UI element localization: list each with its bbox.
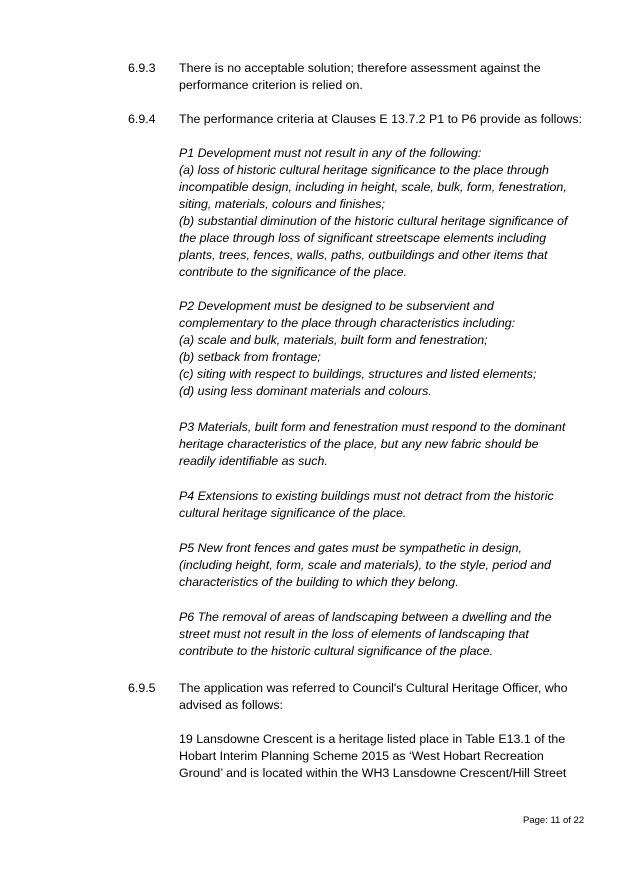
quote-line: P1 Development must not result in any of the following: — [179, 146, 482, 160]
paragraph-6-9-3 — [128, 60, 588, 94]
quote-line: cultural heritage significance of the place. — [179, 506, 407, 520]
quote-line: contribute to the historic cultural significance of the place. — [179, 644, 494, 658]
paragraph-6-9-4 — [128, 111, 588, 128]
quote-line: P4 Extensions to existing buildings must not detract from the historic — [179, 489, 554, 503]
quote-line: (a) scale and bulk, materials, built form and fenestration; — [179, 333, 488, 347]
quote-line: siting, materials, colours and finishes; — [179, 197, 385, 211]
criterion-p5 — [179, 540, 589, 591]
text-line: There is no acceptable solution; therefore assessment against the — [179, 61, 541, 75]
quote-line: (d) using less dominant materials and colours. — [179, 384, 432, 398]
quote-line: P3 Materials, built form and fenestration must respond to the dominant — [179, 420, 566, 434]
officer-advice — [179, 731, 589, 782]
quote-line: the place through loss of significant streetscape elements including — [179, 231, 547, 245]
quote-line: P5 New front fences and gates must be sympathetic in design, — [179, 541, 522, 555]
paragraph-6-9-5 — [128, 680, 588, 714]
quote-line: readily identifiable as such. — [179, 454, 328, 468]
paragraph-number: 6.9.4 — [128, 112, 156, 126]
quote-line: contribute to the significance of the place. — [179, 265, 407, 279]
text-line: performance criterion is relied on. — [179, 78, 363, 92]
quote-line: P2 Development must be designed to be subservient and — [179, 299, 494, 313]
paragraph-number: 6.9.3 — [128, 61, 156, 75]
text-line: The application was referred to Council's Cultural Heritage Officer, who — [179, 681, 568, 695]
paragraph-text — [179, 60, 589, 94]
quote-line: P6 The removal of areas of landscaping between a dwelling and the — [179, 610, 552, 624]
criterion-p6 — [179, 609, 589, 660]
advice-line: 19 Lansdowne Crescent is a heritage listed place in Table E13.1 of the — [179, 732, 566, 746]
quote-line: (c) siting with respect to buildings, structures and listed elements; — [179, 367, 537, 381]
criterion-p4 — [179, 488, 589, 522]
text-line: advised as follows: — [179, 698, 283, 712]
text-line: The performance criteria at Clauses E 13.7.2 P1 to P6 provide as follows: — [179, 112, 582, 126]
criterion-p1 — [179, 145, 589, 281]
quote-line: (b) substantial diminution of the historic cultural heritage significance of — [179, 214, 568, 228]
criterion-p2 — [179, 298, 589, 400]
quote-line: incompatible design, including in height, scale, bulk, form, fenestration, — [179, 180, 567, 194]
quote-line: (a) loss of historic cultural heritage significance to the place through — [179, 163, 549, 177]
quote-line: (b) setback from frontage; — [179, 350, 321, 364]
advice-line: Hobart Interim Planning Scheme 2015 as ‘West Hobart Recreation — [179, 749, 544, 763]
quote-line: (including height, form, scale and materials), to the style, period and — [179, 558, 551, 572]
paragraph-text — [179, 111, 589, 128]
quote-line: characteristics of the building to which they belong. — [179, 575, 459, 589]
criterion-p3 — [179, 419, 589, 470]
quote-line: street must not result in the loss of elements of landscaping that — [179, 627, 529, 641]
paragraph-number: 6.9.5 — [128, 681, 156, 695]
quote-line: plants, trees, fences, walls, paths, outbuildings and other items that — [179, 248, 548, 262]
quote-line: complementary to the place through characteristics including: — [179, 316, 516, 330]
paragraph-text — [179, 680, 589, 714]
page-number: Page: 11 of 22 — [523, 815, 585, 826]
quote-line: heritage characteristics of the place, but any new fabric should be — [179, 437, 539, 451]
advice-line: Ground’ and is located within the WH3 Lansdowne Crescent/Hill Street — [179, 766, 567, 780]
